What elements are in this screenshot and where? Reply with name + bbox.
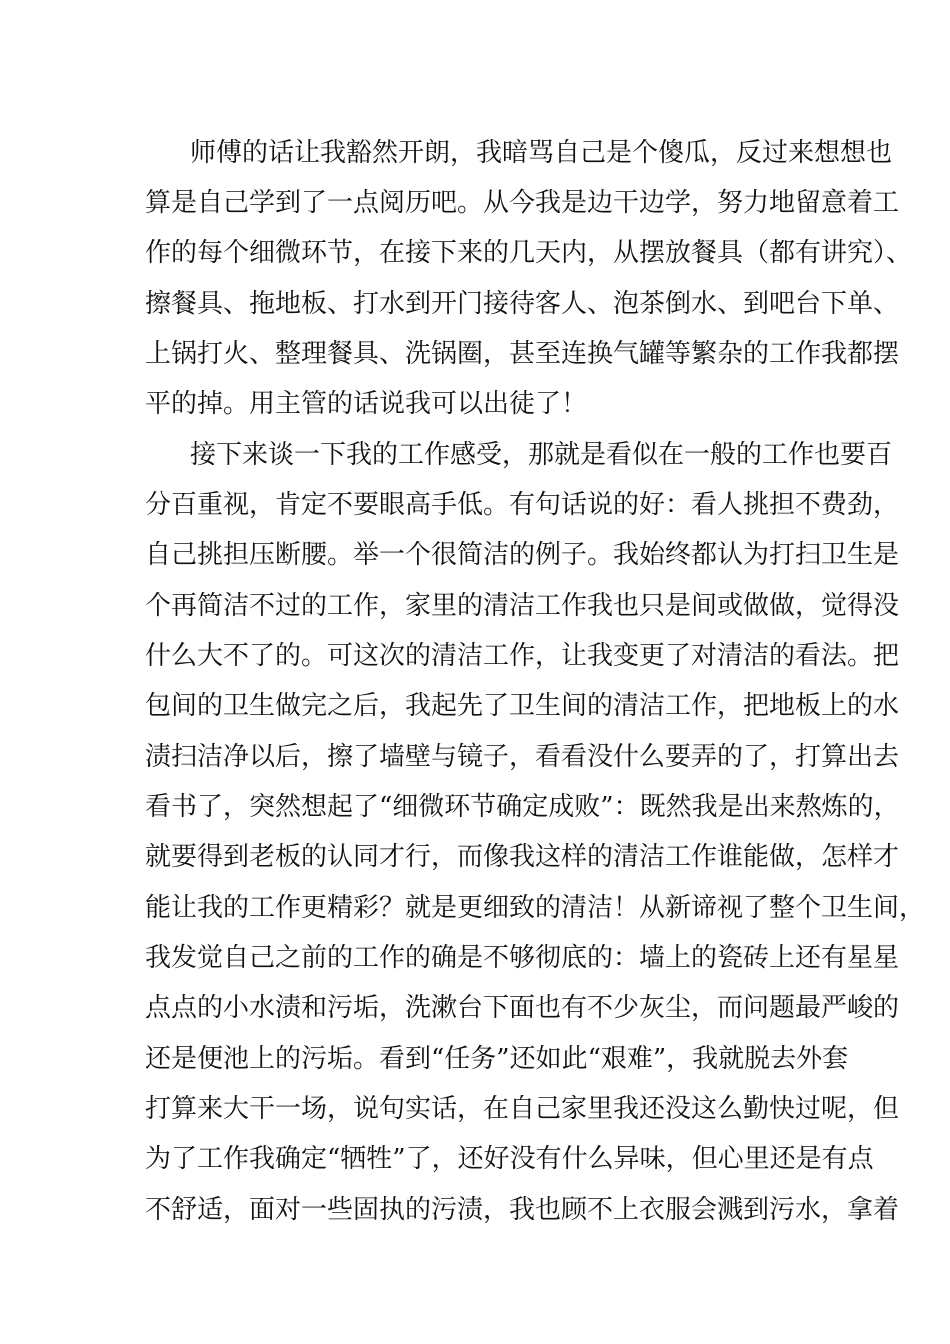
text-line: 渍扫洁净以后，擦了墙壁与镜子，看看没什么要弄的了，打算出去 bbox=[145, 742, 900, 772]
text-line: 分百重视，肯定不要眼高手低。有句话说的好：看人挑担不费劲， bbox=[145, 490, 900, 520]
text-line: 平的掉。用主管的话说我可以出徒了！ bbox=[145, 389, 588, 419]
text-line: 接下来谈一下我的工作感受，那就是看似在一般的工作也要百 bbox=[190, 440, 893, 470]
text-line: 上锅打火、整理餐具、洗锅圈，甚至连换气罐等繁杂的工作我都摆 bbox=[145, 339, 900, 369]
text-line: 擦餐具、拖地板、打水到开门接待客人、泡茶倒水、到吧台下单、 bbox=[145, 289, 900, 319]
text-line: 什么大不了的。可这次的清洁工作，让我变更了对清洁的看法。把 bbox=[145, 641, 900, 671]
text-line: 师傅的话让我豁然开朗，我暗骂自己是个傻瓜，反过来想想也 bbox=[190, 138, 893, 168]
text-line: 为了工作我确定“牺牲”了，还好没有什么异味，但心里还是有点 bbox=[145, 1144, 874, 1174]
text-line: 算是自己学到了一点阅历吧。从今我是边干边学，努力地留意着工 bbox=[145, 188, 900, 218]
text-line: 打算来大干一场，说句实话，在自己家里我还没这么勤快过呢，但 bbox=[145, 1094, 900, 1124]
text-line: 自己挑担压断腰。举一个很简洁的例子。我始终都认为打扫卫生是 bbox=[145, 540, 900, 570]
text-line: 我发觉自己之前的工作的确是不够彻底的：墙上的瓷砖上还有星星 bbox=[145, 943, 900, 973]
text-line: 还是便池上的污垢。看到“任务”还如此“艰难”，我就脱去外套 bbox=[145, 1044, 849, 1074]
text-line: 不舒适，面对一些固执的污渍，我也顾不上衣服会溅到污水，拿着 bbox=[145, 1195, 900, 1225]
text-line: 看书了，突然想起了“细微环节确定成败”：既然我是出来熬炼的， bbox=[145, 792, 900, 822]
text-line: 包间的卫生做完之后，我起先了卫生间的清洁工作，把地板上的水 bbox=[145, 691, 900, 721]
text-line: 点点的小水渍和污垢，洗漱台下面也有不少灰尘，而问题最严峻的 bbox=[145, 993, 900, 1023]
text-line: 个再简洁不过的工作，家里的清洁工作我也只是间或做做，觉得没 bbox=[145, 591, 900, 621]
text-line: 就要得到老板的认同才行，而像我这样的清洁工作谁能做，怎样才 bbox=[145, 842, 900, 872]
text-line: 能让我的工作更精彩？就是更细致的清洁！从新谛视了整个卫生间， bbox=[145, 893, 926, 923]
text-line: 作的每个细微环节，在接下来的几天内，从摆放餐具（都有讲究）、 bbox=[145, 238, 913, 268]
